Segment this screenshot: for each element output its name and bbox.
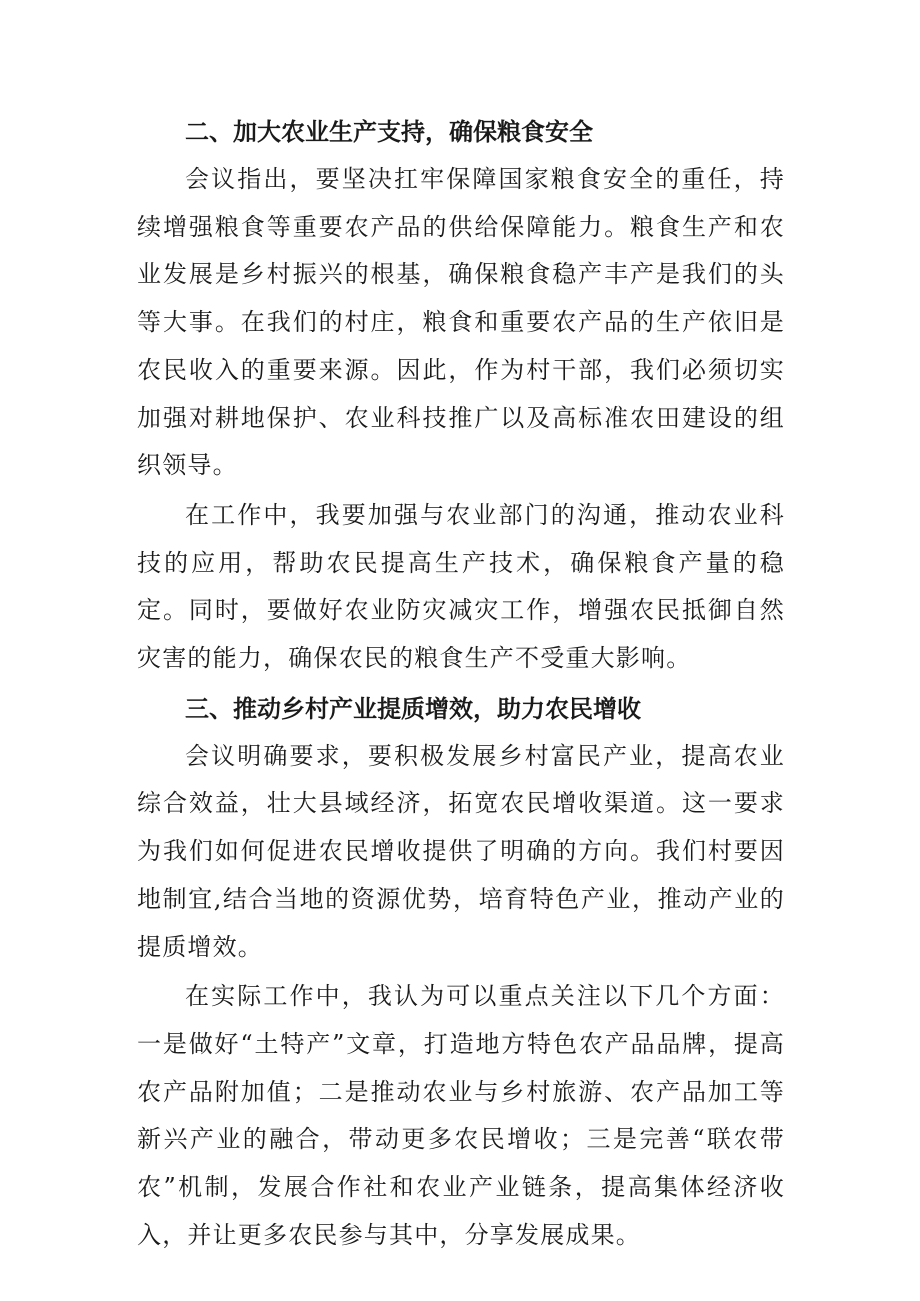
paragraph-practical-work: 在实际工作中，我认为可以重点关注以下几个方面：一是做好“土特产”文章，打造地方特色农产品品牌，提高农产品附加值；二是推动农业与乡村旅游、农产品加工等新兴产业的融合，带动更多农民增收；三是完善“联农带农”机制，发展合作社和农业产业链条，提高集体经济收入，并让更多农民参与其中，分享发展成果。: [137, 982, 785, 1249]
paragraph-meeting-grain: 会议指出，要坚决扛牢保障国家粮食安全的重任，持续增强粮食等重要农产品的供给保障能力。粮食生产和农业发展是乡村振兴的根基，确保粮食稳产丰产是我们的头等大事。在我们的村庄，粮食和重要农产品的生产依旧是农民收入的重要来源。因此，作为村干部，我们必须切实加强对耕地保护、农业科技推广以及高标准农田建设的组织领导。: [137, 165, 785, 480]
section-heading-grain-security: 二、加大农业生产支持，确保粮食安全: [185, 118, 593, 146]
document-body: [137, 108, 785, 1259]
paragraph-work-agriculture: 在工作中，我要加强与农业部门的沟通，推动农业科技的应用，帮助农民提高生产技术，确保粮食产量的稳定。同时，要做好农业防灾减灾工作，增强农民抵御自然灾害的能力，确保农民的粮食生产不受重大影响。: [137, 500, 785, 673]
section-heading-rural-industry: 三、推动乡村产业提质增效，助力农民增收: [185, 694, 641, 723]
paragraph-meeting-industry: 会议明确要求，要积极发展乡村富民产业，提高农业综合效益，壮大县域经济，拓宽农民增收渠道。这一要求为我们如何促进农民增收提供了明确的方向。我们村要因地制宜,结合当地的资源优势，培育特色产业，推动产业的提质增效。: [137, 741, 785, 961]
